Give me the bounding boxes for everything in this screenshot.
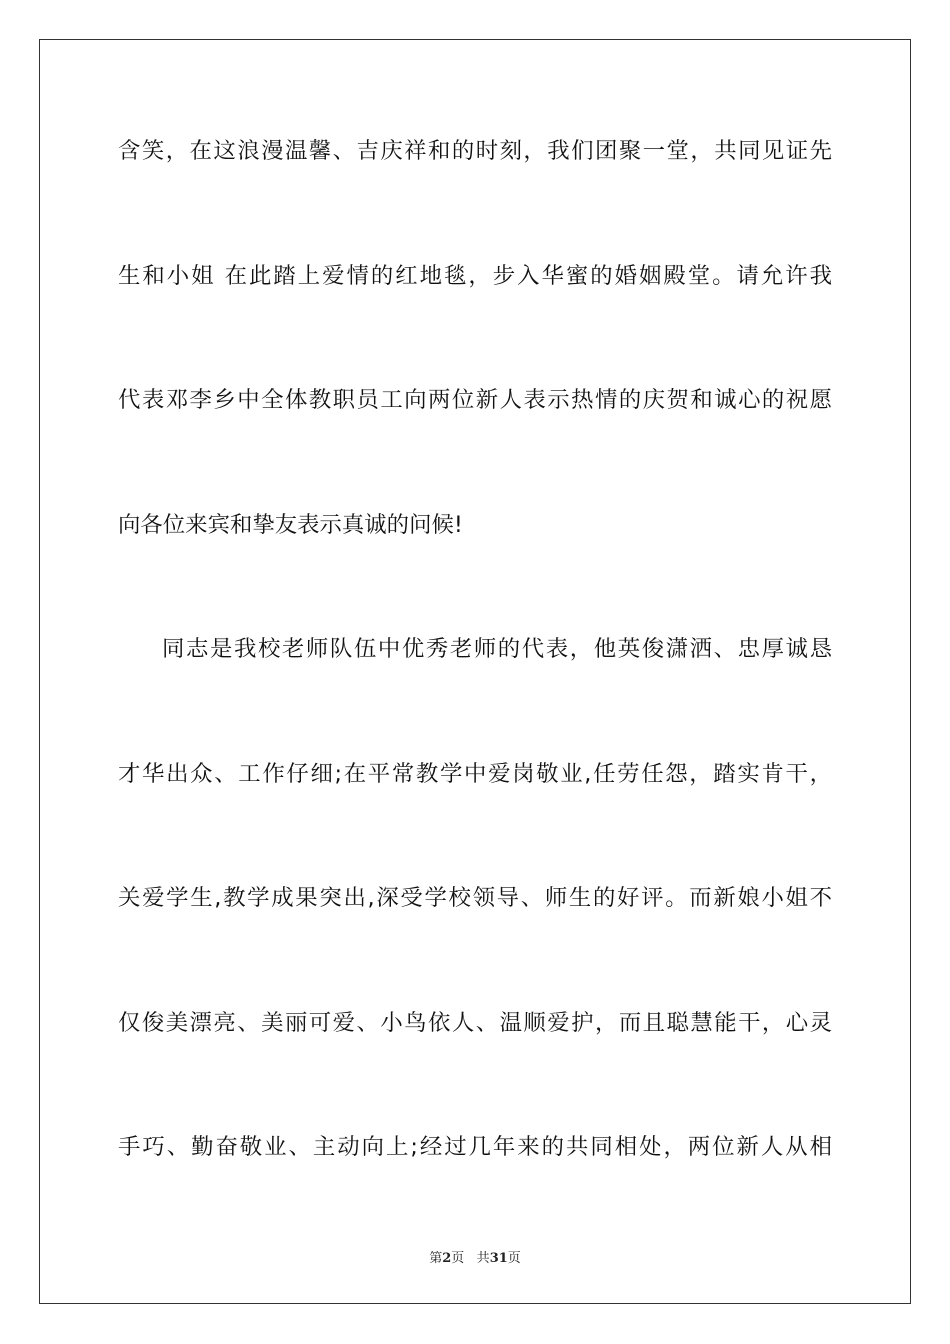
text-line-8: 仅俊美漂亮、美丽可爱、小鸟依人、温顺爱护，而且聪慧能干，心灵 — [118, 1010, 832, 1036]
text-line-1: 含笑，在这浪漫温馨、吉庆祥和的时刻，我们团聚一堂，共同见证先 — [118, 138, 832, 164]
page-prefix: 第 — [429, 1251, 443, 1266]
page-number: 2 — [442, 1251, 452, 1266]
page-border — [39, 39, 911, 1304]
text-line-4: 向各位来宾和挚友表示真诚的问候! — [118, 512, 463, 538]
total-pages: 31 — [489, 1251, 508, 1266]
total-suffix: 页 — [507, 1251, 521, 1266]
page-footer — [0, 1247, 950, 1266]
text-line-2: 生和小姐 在此踏上爱情的红地毯，步入华蜜的婚姻殿堂。请允许我 — [118, 263, 832, 289]
page-suffix: 页 — [451, 1251, 465, 1266]
text-line-7: 关爱学生,教学成果突出,深受学校领导、师生的好评。而新娘小姐不 — [118, 885, 832, 911]
text-line-3: 代表邓李乡中全体教职员工向两位新人表示热情的庆贺和诚心的祝愿 — [118, 387, 832, 413]
text-line-5: 同志是我校老师队伍中优秀老师的代表，他英俊潇洒、忠厚诚恳 — [162, 636, 832, 662]
text-line-6: 才华出众、工作仔细;在平常教学中爱岗敬业,任劳任怨，踏实肯干， — [118, 761, 832, 787]
total-prefix: 共 — [476, 1251, 490, 1266]
text-line-9: 手巧、勤奋敬业、主动向上;经过几年来的共同相处，两位新人从相 — [118, 1134, 832, 1160]
